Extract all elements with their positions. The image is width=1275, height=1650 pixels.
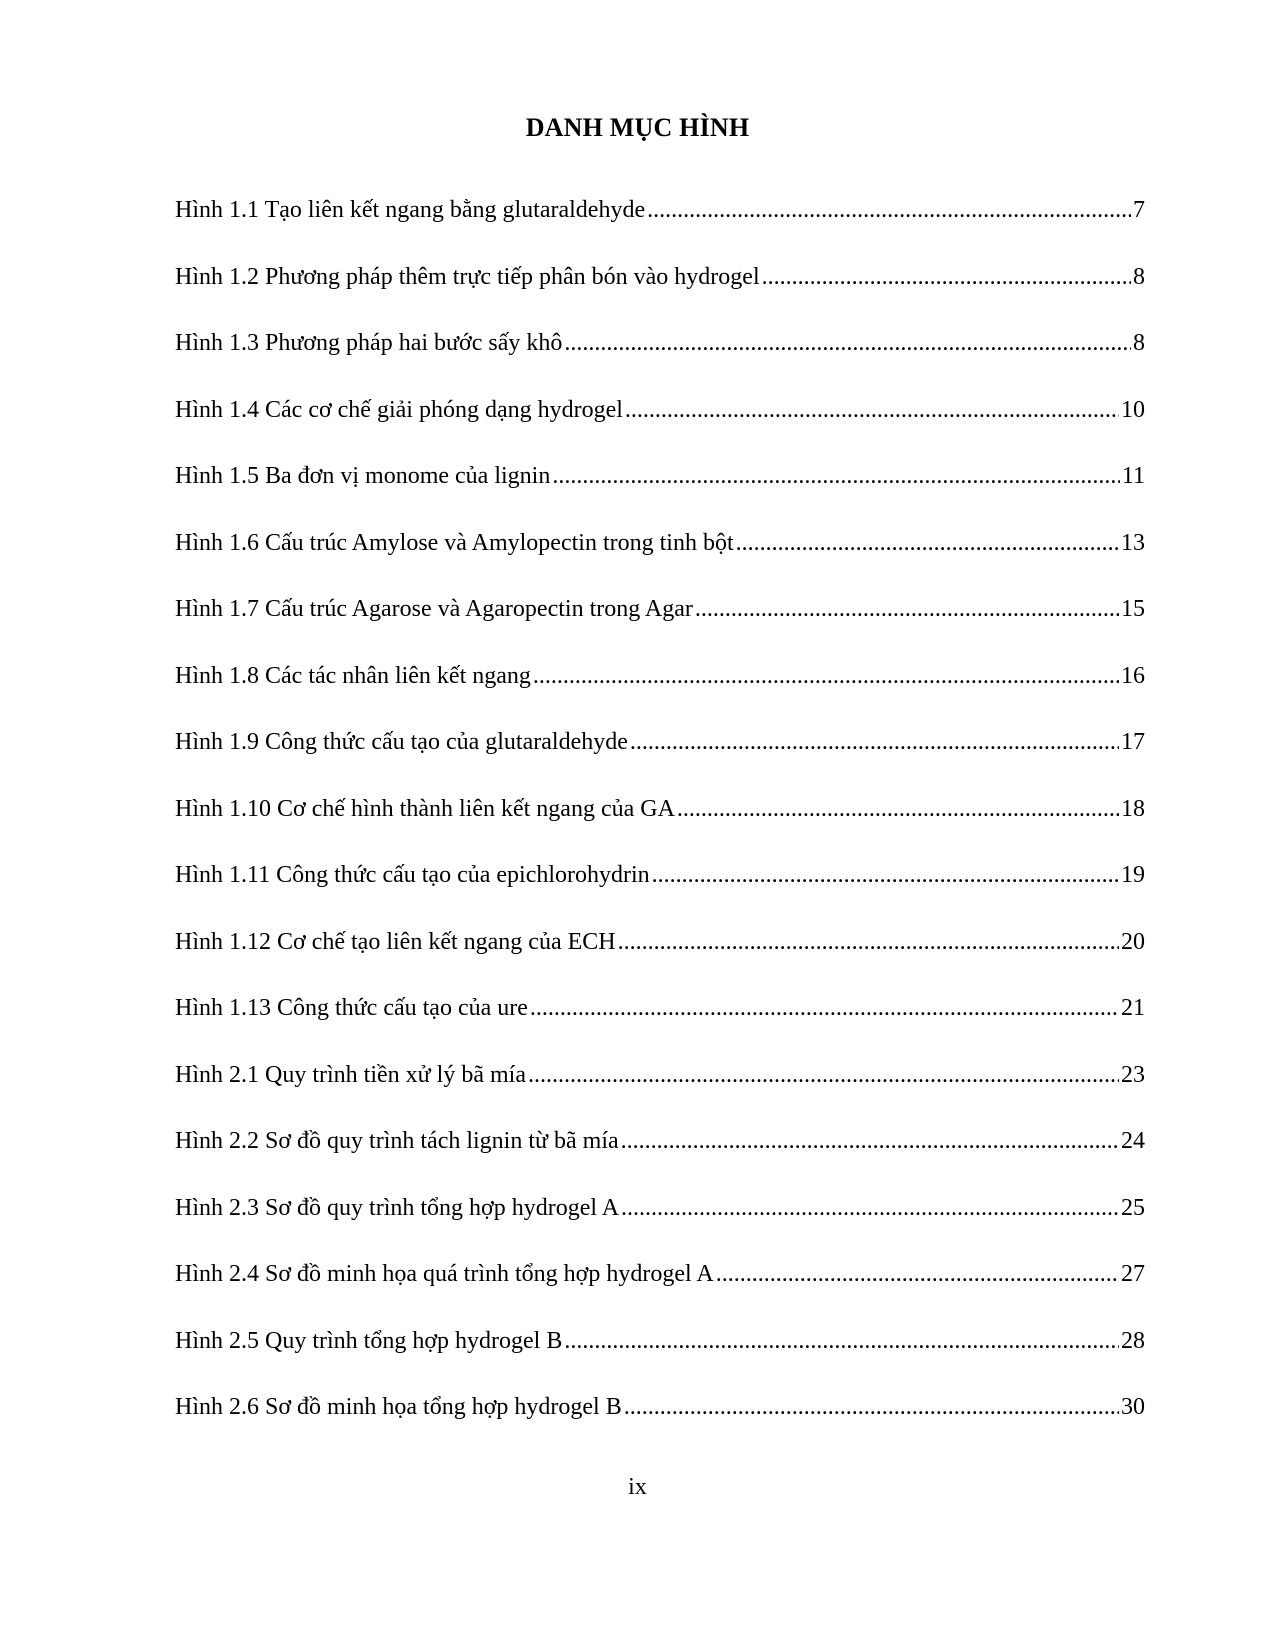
figure-list-entry[interactable] xyxy=(175,591,1145,658)
dot-leader xyxy=(695,591,1119,627)
figure-entry-page: 19 xyxy=(1121,862,1145,888)
figure-entry-label: Hình 1.1 Tạo liên kết ngang bằng glutaraldehyde xyxy=(175,197,646,223)
figure-entry-label: Hình 2.3 Sơ đồ quy trình tổng hợp hydrogel A xyxy=(175,1194,620,1221)
figure-entry-label: Hình 2.1 Quy trình tiền xử lý bã mía xyxy=(175,1061,526,1088)
dot-leader xyxy=(528,1057,1119,1093)
figure-list-entry[interactable] xyxy=(175,525,1145,592)
figure-entry-page: 27 xyxy=(1121,1261,1145,1287)
figure-entry-label: Hình 2.5 Quy trình tổng hợp hydrogel B xyxy=(175,1327,563,1354)
figure-entry-page: 15 xyxy=(1121,596,1145,622)
figure-entry-page: 24 xyxy=(1121,1128,1145,1154)
figure-list-entry[interactable] xyxy=(175,1057,1145,1124)
figure-entry-label: Hình 2.2 Sơ đồ quy trình tách lignin từ bã mía xyxy=(175,1128,619,1154)
dot-leader xyxy=(716,1256,1119,1292)
figure-entry-label: Hình 1.3 Phương pháp hai bước sấy khô xyxy=(175,330,563,356)
page-title: DANH MỤC HÌNH xyxy=(525,113,750,142)
figure-entry-label: Hình 1.8 Các tác nhân liên kết ngang xyxy=(175,662,531,689)
figure-list-entry[interactable] xyxy=(175,325,1145,392)
figure-entry-page: 28 xyxy=(1121,1327,1145,1354)
figure-entry-label: Hình 2.4 Sơ đồ minh họa quá trình tổng hợp hydrogel A xyxy=(175,1261,714,1287)
page-number: ix xyxy=(628,1474,647,1500)
dot-leader xyxy=(630,724,1119,760)
figure-entry-label: Hình 1.10 Cơ chế hình thành liên kết ngang của GA xyxy=(175,795,675,822)
figure-entry-label: Hình 1.6 Cấu trúc Amylose và Amylopectin trong tinh bột xyxy=(175,529,734,556)
dot-leader xyxy=(621,1123,1119,1159)
figure-entry-page: 16 xyxy=(1121,662,1145,689)
dot-leader xyxy=(624,1389,1119,1425)
figure-list-entry[interactable] xyxy=(175,658,1145,725)
figure-entry-page: 17 xyxy=(1121,729,1145,755)
figure-list xyxy=(175,192,1145,1456)
dot-leader xyxy=(652,857,1119,893)
figure-entry-label: Hình 1.7 Cấu trúc Agarose và Agaropectin trong Agar xyxy=(175,596,693,622)
figure-entry-page: 8 xyxy=(1133,330,1145,356)
figure-list-entry[interactable] xyxy=(175,259,1145,326)
figure-entry-label: Hình 1.4 Các cơ chế giải phóng dạng hydrogel xyxy=(175,396,623,423)
dot-leader xyxy=(533,658,1119,694)
figure-entry-page: 10 xyxy=(1121,396,1145,423)
dot-leader xyxy=(552,458,1120,494)
figure-entry-label: Hình 1.5 Ba đơn vị monome của lignin xyxy=(175,463,551,489)
dot-leader xyxy=(618,924,1119,960)
figure-entry-page: 18 xyxy=(1121,795,1145,822)
dot-leader xyxy=(677,791,1119,827)
figure-entry-label: Hình 1.11 Công thức cấu tạo của epichlorohydrin xyxy=(175,862,650,888)
dot-leader xyxy=(625,392,1119,428)
figure-entry-page: 23 xyxy=(1121,1061,1145,1088)
figure-entry-page: 30 xyxy=(1121,1394,1145,1420)
dot-leader xyxy=(762,259,1131,295)
figure-entry-page: 20 xyxy=(1121,928,1145,955)
figure-list-entry[interactable] xyxy=(175,924,1145,991)
figure-list-entry[interactable] xyxy=(175,458,1145,525)
dot-leader xyxy=(736,525,1119,561)
figure-entry-page: 8 xyxy=(1133,263,1145,290)
figure-entry-label: Hình 1.2 Phương pháp thêm trực tiếp phân bón vào hydrogel xyxy=(175,263,760,290)
figure-entry-label: Hình 1.12 Cơ chế tạo liên kết ngang của ECH xyxy=(175,928,616,955)
figure-list-entry[interactable] xyxy=(175,1123,1145,1190)
figure-list-entry[interactable] xyxy=(175,990,1145,1057)
figure-entry-label: Hình 2.6 Sơ đồ minh họa tổng hợp hydrogel B xyxy=(175,1394,622,1420)
figure-list-entry[interactable] xyxy=(175,724,1145,791)
dot-leader xyxy=(564,325,1131,361)
figure-list-entry[interactable] xyxy=(175,392,1145,459)
figure-list-entry[interactable] xyxy=(175,192,1145,259)
figure-entry-label: Hình 1.13 Công thức cấu tạo của ure xyxy=(175,995,528,1021)
figure-list-entry[interactable] xyxy=(175,1256,1145,1323)
figure-entry-page: 11 xyxy=(1121,463,1145,489)
figure-entry-page: 21 xyxy=(1121,995,1145,1021)
figure-list-entry[interactable] xyxy=(175,857,1145,924)
figure-list-entry[interactable] xyxy=(175,1389,1145,1456)
dot-leader xyxy=(621,1190,1119,1226)
figure-list-entry[interactable] xyxy=(175,1190,1145,1257)
dot-leader xyxy=(647,192,1131,228)
figure-entry-label: Hình 1.9 Công thức cấu tạo của glutaraldehyde xyxy=(175,729,628,755)
figure-list-entry[interactable] xyxy=(175,791,1145,858)
figure-entry-page: 13 xyxy=(1121,529,1145,556)
dot-leader xyxy=(564,1323,1119,1359)
figure-list-entry[interactable] xyxy=(175,1323,1145,1390)
dot-leader xyxy=(530,990,1119,1026)
figure-entry-page: 25 xyxy=(1121,1194,1145,1221)
figure-entry-page: 7 xyxy=(1133,197,1145,223)
